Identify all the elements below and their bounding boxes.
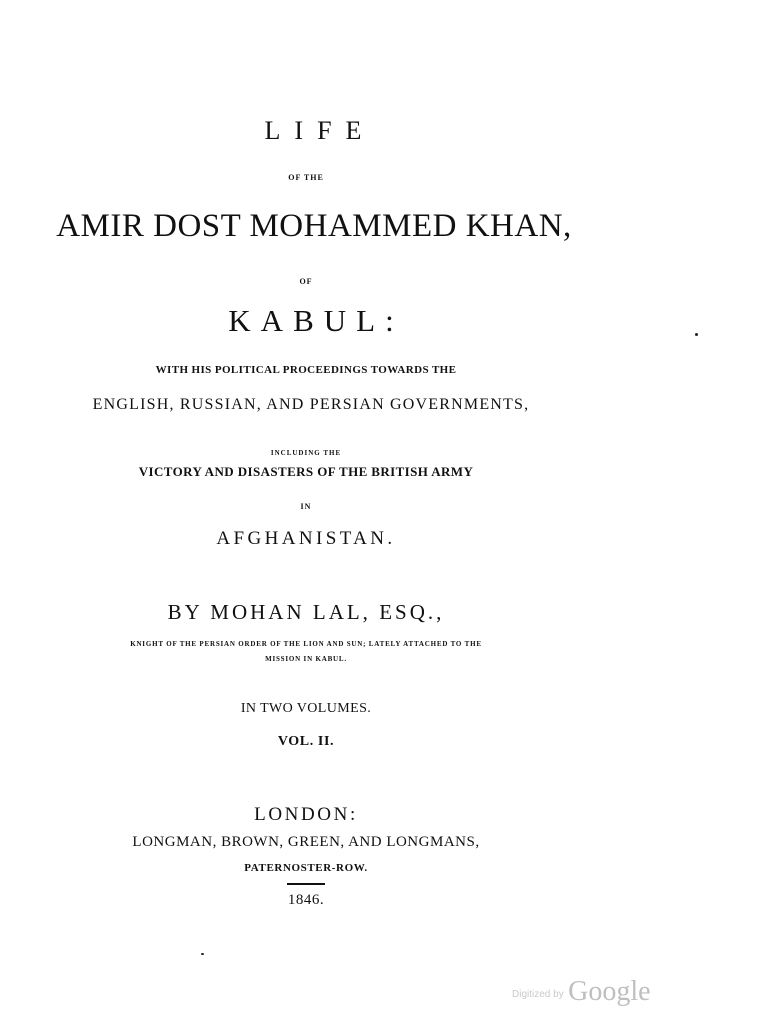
imprint-address: PATERNOSTER-ROW.	[244, 862, 368, 874]
author-by: BY	[167, 600, 203, 624]
subtitle-line-1: WITH HIS POLITICAL PROCEEDINGS TOWARDS THE	[155, 364, 457, 376]
imprint-year: 1846.	[287, 892, 325, 908]
author-line	[0, 600, 612, 625]
watermark-brand: Google	[568, 976, 651, 1007]
watermark-digitized-by: Digitized by	[512, 989, 564, 1000]
connector-of: OF	[299, 277, 313, 286]
subtitle-line-2: ENGLISH, RUSSIAN, AND PERSIAN GOVERNMENTS,	[92, 396, 530, 413]
subject-name: AMIR DOST MOHAMMED KHAN,	[56, 208, 572, 244]
title-life: LIFE	[264, 116, 376, 145]
imprint-city: LONDON:	[254, 804, 358, 825]
author-suffix: ESQ.,	[379, 600, 445, 624]
imprint-publisher: LONGMAN, BROWN, GREEN, AND LONGMANS,	[132, 834, 480, 850]
country-name: AFGHANISTAN.	[216, 528, 396, 549]
author-name: MOHAN LAL,	[210, 600, 371, 624]
author-credentials-line-2: MISSION IN KABUL.	[265, 655, 347, 663]
connector-of-the: OF THE	[288, 173, 324, 182]
connector-including-the: INCLUDING THE	[270, 449, 342, 457]
place-name: KABUL:	[228, 303, 404, 338]
connector-in: IN	[300, 502, 312, 511]
subtitle-line-3: VICTORY AND DISASTERS OF THE BRITISH ARMY	[138, 464, 474, 479]
print-speck	[695, 333, 698, 336]
digitization-watermark	[512, 976, 651, 1008]
imprint-divider	[287, 883, 325, 885]
author-credentials-line-1: KNIGHT OF THE PERSIAN ORDER OF THE LION AND SUN; LATELY ATTACHED TO THE	[130, 640, 482, 648]
volume-count: IN TWO VOLUMES.	[240, 701, 372, 716]
print-speck	[201, 953, 204, 955]
volume-number: VOL. II.	[277, 734, 335, 749]
